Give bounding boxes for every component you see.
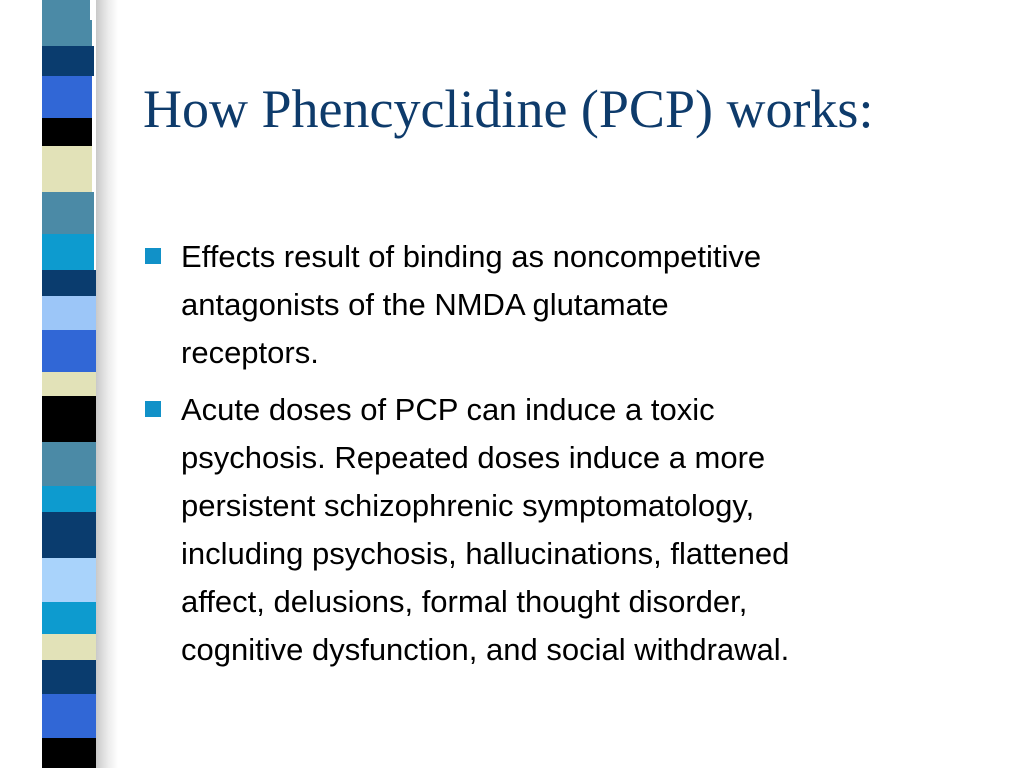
strip-block	[42, 558, 96, 602]
bullet-text: Effects result of binding as noncompetitive antagonists of the NMDA glutamate receptors.	[181, 239, 762, 370]
strip-block	[42, 512, 96, 558]
strip-block	[42, 694, 96, 738]
strip-block	[42, 330, 96, 372]
strip-block	[42, 634, 96, 660]
strip-block	[42, 192, 94, 234]
strip-block	[42, 486, 96, 512]
square-bullet-icon	[145, 248, 161, 264]
square-bullet-icon	[145, 401, 161, 417]
strip-block	[42, 0, 90, 20]
bullet-item	[145, 233, 975, 377]
strip-block	[42, 442, 96, 486]
strip-block	[42, 146, 92, 192]
strip-block	[42, 234, 94, 270]
bullet-item	[145, 386, 975, 674]
strip-block	[42, 602, 96, 634]
decorative-strip-shadow	[96, 0, 118, 768]
strip-block	[42, 76, 92, 118]
strip-block	[42, 270, 96, 296]
strip-block	[42, 20, 92, 46]
strip-block	[42, 118, 92, 146]
bullet-text: Acute doses of PCP can induce a toxic psychosis. Repeated doses induce a more persistent schizophrenic symptomatology, including psychosis, hallucinations, flattened affect, delusions, formal thought disorder, cognitive dysfunction, and social withdrawal.	[181, 392, 790, 667]
slide-title: How Phencyclidine (PCP) works:	[143, 79, 874, 139]
bullet-list	[145, 233, 975, 683]
strip-block	[42, 396, 96, 442]
strip-block	[42, 46, 94, 76]
strip-block	[42, 372, 96, 396]
strip-block	[42, 660, 96, 694]
decorative-color-strip	[42, 0, 96, 768]
strip-block	[42, 296, 96, 330]
strip-block	[42, 738, 96, 768]
